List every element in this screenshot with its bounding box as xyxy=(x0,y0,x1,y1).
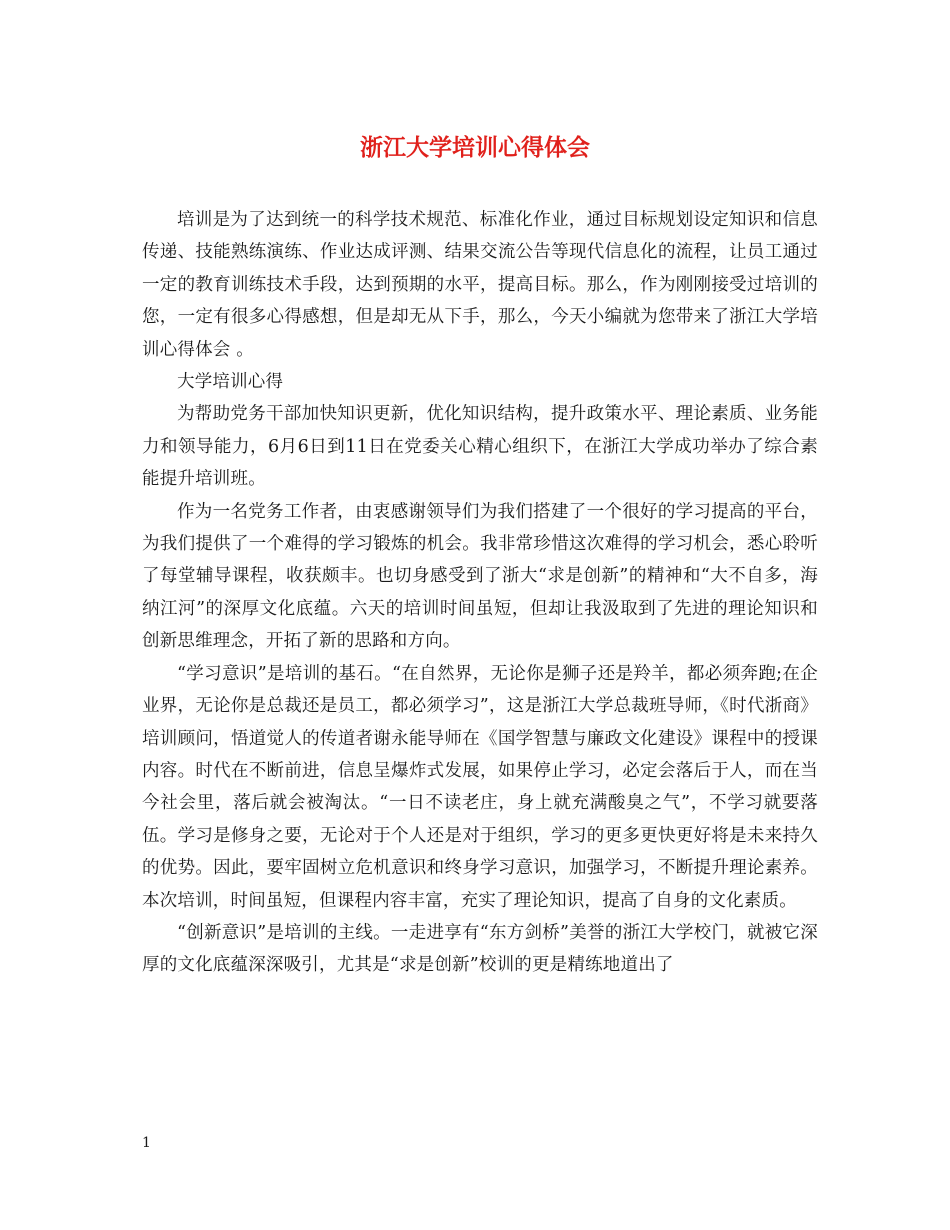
paragraph-gratitude: 作为一名党务工作者，由衷感谢领导们为我们搭建了一个很好的学习提高的平台，为我们提供了一个难得的学习锻炼的机会。我非常珍惜这次难得的学习机会，悉心聆听了每堂辅导课程，收获颇丰。也切身感受到了浙大“求是创新”的精神和“大不自多，海纳江河”的深厚文化底蕴。六天的培训时间虽短，但却让我汲取到了先进的理论知识和创新思维理念，开拓了新的思路和方向。 xyxy=(142,501,818,652)
paragraph-background: 为帮助党务干部加快知识更新，优化知识结构，提升政策水平、理论素质、业务能力和领导能力，6月6日到11日在党委关心精心组织下，在浙江大学成功举办了综合素能提升培训班。 xyxy=(142,404,818,490)
document-body xyxy=(142,204,818,982)
section-heading: 大学培训心得 xyxy=(177,372,284,393)
document-title: 浙江大学培训心得体会 xyxy=(360,134,590,161)
paragraph-learning: “学习意识”是培训的基石。“在自然界，无论你是狮子还是羚羊，都必须奔跑;在企业界，无论你是总裁还是员工，都必须学习”，这是浙江大学总裁班导师，《时代浙商》培训顾问，悟道觉人的传道者谢永能导师在《国学智慧与廉政文化建设》课程中的授课内容。时代在不断前进，信息呈爆炸式发展，如果停止学习，必定会落后于人，而在当今社会里，落后就会被淘汰。“一日不读老庄，身上就充满酸臭之气”，不学习就要落伍。学习是修身之要，无论对于个人还是对于组织，学习的更多更快更好将是未来持久的优势。因此，要牢固树立危机意识和终身学习意识，加强学习，不断提升理论素养。本次培训，时间虽短，但课程内容丰富，充实了理论知识，提高了自身的文化素质。 xyxy=(142,663,818,911)
paragraph-intro: 培训是为了达到统一的科学技术规范、标准化作业，通过目标规划设定知识和信息传递、技能熟练演练、作业达成评测、结果交流公告等现代信息化的流程，让员工通过一定的教育训练技术手段，达到预期的水平，提高目标。那么，作为刚刚接受过培训的您，一定有很多心得感想，但是却无从下手，那么，今天小编就为您带来了浙江大学培训心得体会 。 xyxy=(142,210,818,360)
paragraph-innovation: “创新意识”是培训的主线。一走进享有“东方剑桥”美誉的浙江大学校门，就被它深厚的文化底蕴深深吸引，尤其是“求是创新”校训的更是精练地道出了 xyxy=(142,922,818,976)
page-number: 1 xyxy=(142,1135,151,1151)
